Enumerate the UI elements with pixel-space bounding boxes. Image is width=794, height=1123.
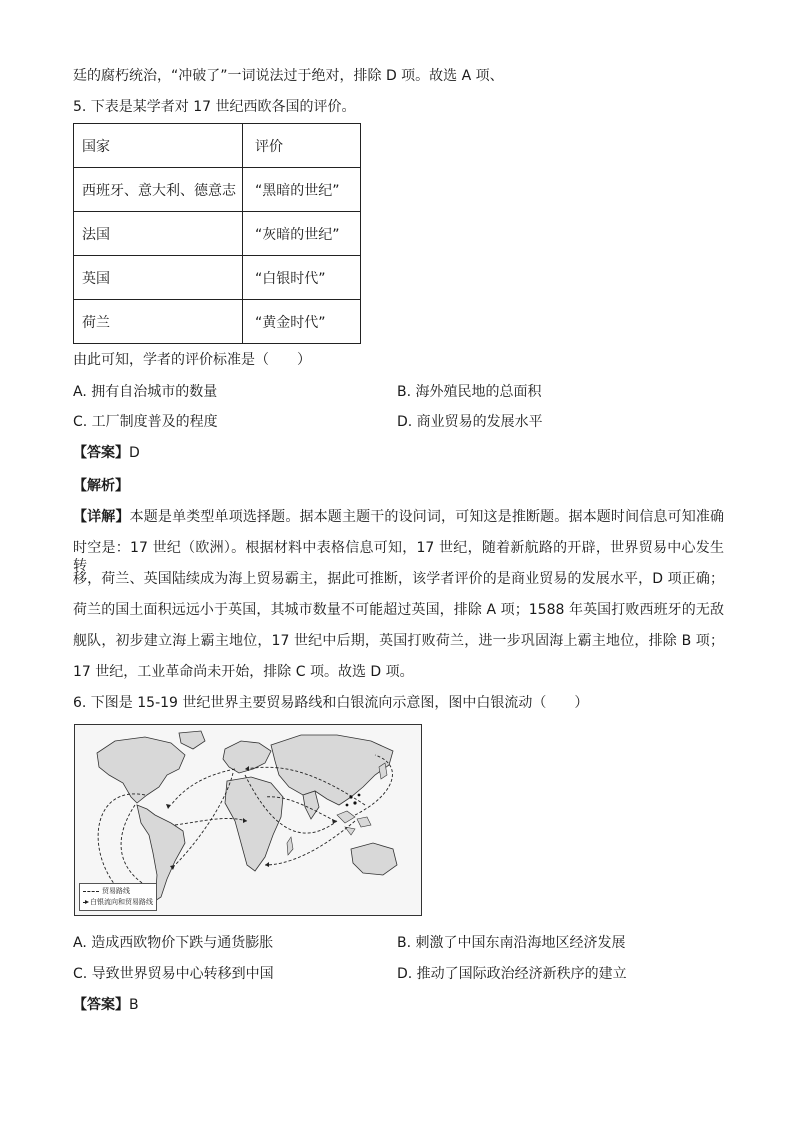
legend-trade-route: 贸易路线 xyxy=(83,886,153,897)
q5-detail-line: 荷兰的国土面积远远小于英国，其城市数量不可能超过英国，排除 A 项；1588 年英国打败西班牙的无敌 xyxy=(73,602,724,618)
table-cell-country: 英国 xyxy=(74,256,243,300)
q6-option-d[interactable]: D. 推动了国际政治经济新秩序的建立 xyxy=(397,966,627,982)
table-cell-evaluation: “灰暗的世纪” xyxy=(243,212,361,256)
answer-tag: 【答案】 xyxy=(73,445,129,461)
table-row xyxy=(74,256,361,300)
arrow-line-icon xyxy=(83,902,87,903)
table-cell-country: 法国 xyxy=(74,212,243,256)
q5-option-c[interactable]: C. 工厂制度普及的程度 xyxy=(73,414,218,430)
q5-detail-line: 移，荷兰、英国陆续成为海上贸易霸主，据此可推断，该学者评价的是商业贸易的发展水平，D 项正确； xyxy=(73,571,724,587)
table-row xyxy=(74,212,361,256)
q6-answer xyxy=(73,996,139,1014)
table-cell-country: 荷兰 xyxy=(74,300,243,344)
table-cell-evaluation: “黑暗的世纪” xyxy=(243,168,361,212)
table-cell-country: 西班牙、意大利、德意志 xyxy=(74,168,243,212)
table-cell-evaluation: “白银时代” xyxy=(243,256,361,300)
answer-value: D xyxy=(129,445,140,461)
q5-analysis-tag: 【解析】 xyxy=(73,478,129,494)
q5-stem: 5. 下表是某学者对 17 世纪西欧各国的评价。 xyxy=(73,99,356,115)
answer-tag: 【答案】 xyxy=(73,997,129,1013)
table-cell-evaluation: “黄金时代” xyxy=(243,300,361,344)
dashed-line-icon xyxy=(83,891,99,892)
q5-detail-line: 17 世纪，工业革命尚未开始，排除 C 项。故选 D 项。 xyxy=(73,664,414,680)
q5-question: 由此可知，学者的评价标准是（ ） xyxy=(73,352,311,368)
q5-detail-line: 舰队，初步建立海上霸主地位，17 世纪中后期，英国打败荷兰，进一步巩固海上霸主地位，排除 B 项； xyxy=(73,633,724,649)
answer-value: B xyxy=(129,997,139,1013)
q5-option-b[interactable]: B. 海外殖民地的总面积 xyxy=(397,384,542,400)
q6-stem: 6. 下图是 15-19 世纪世界主要贸易路线和白银流向示意图，图中白银流动（ ） xyxy=(73,695,589,711)
q5-detail-line: 【详解】本题是单类型单项选择题。据本题主题干的设问词，可知这是推断题。据本题时间信息可知准确 xyxy=(73,509,725,525)
q6-option-a[interactable]: A. 造成西欧物价下跌与通货膨胀 xyxy=(73,935,274,951)
q5-option-a[interactable]: A. 拥有自治城市的数量 xyxy=(73,384,218,400)
intro-line: 廷的腐朽统治，“冲破了”一词说法过于绝对，排除 D 项。故选 A 项、 xyxy=(73,68,504,84)
table-row xyxy=(74,300,361,344)
map-legend xyxy=(79,883,157,911)
table-header-row xyxy=(74,124,361,168)
table-row xyxy=(74,168,361,212)
table-header-evaluation: 评价 xyxy=(243,124,361,168)
legend-silver-flow: 白银流向和贸易路线 xyxy=(83,897,153,908)
table-header-country: 国家 xyxy=(74,124,243,168)
q5-option-d[interactable]: D. 商业贸易的发展水平 xyxy=(397,414,543,430)
q5-detail-line: 时空是：17 世纪（欧洲）。根据材料中表格信息可知，17 世纪，随着新航路的开辟，世界贸易中心发生转 xyxy=(73,540,724,574)
detail-tag: 【详解】 xyxy=(73,509,130,525)
q5-evaluation-table xyxy=(73,123,361,344)
q5-answer xyxy=(73,444,140,462)
q6-option-b[interactable]: B. 刺激了中国东南沿海地区经济发展 xyxy=(397,935,626,951)
world-trade-map xyxy=(74,724,422,916)
q6-option-c[interactable]: C. 导致世界贸易中心转移到中国 xyxy=(73,966,274,982)
